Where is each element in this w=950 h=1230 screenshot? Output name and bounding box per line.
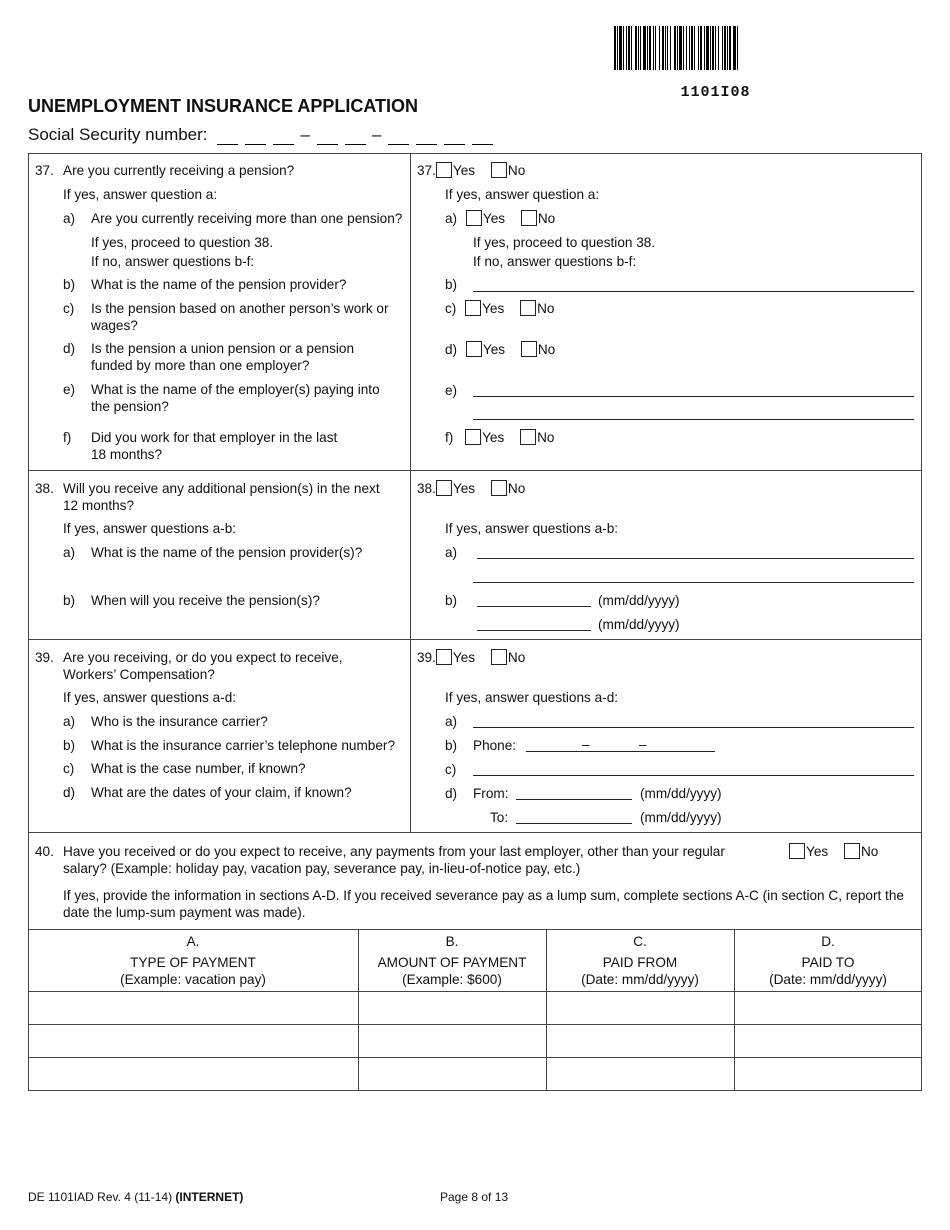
table-header-a: A. TYPE OF PAYMENT (Example: vacation pay) (120, 934, 266, 987)
q39d-to-label: To: (490, 810, 509, 825)
footer-page-number: Page 8 of 13 (440, 1190, 509, 1204)
q37a-answer: a) Yes No (445, 211, 556, 226)
table-cell-r2-d[interactable] (735, 1025, 921, 1057)
q37f-answer: f) Yes No (445, 430, 555, 445)
q38b-date-1-line[interactable] (477, 606, 591, 607)
barcode-image (614, 26, 817, 70)
q37b-letter: b) (63, 277, 76, 292)
q37f-yes-checkbox[interactable] (465, 429, 481, 445)
q39-if-yes: If yes, answer questions a-d: (63, 690, 237, 705)
ssn-digit-4[interactable] (317, 129, 338, 145)
q40-no-checkbox[interactable] (844, 843, 860, 859)
q38a-question: What is the name of the pension provider(s)? (91, 545, 363, 560)
q39-question: Are you receiving, or do you expect to receive, Workers’ Compensation? (63, 650, 343, 682)
q39a-answer-letter: a) (445, 714, 458, 729)
q38a-answer-letter: a) (445, 545, 458, 560)
q37-yes-checkbox[interactable] (436, 162, 452, 178)
q37-answer-if-yes: If yes, answer question a: (445, 187, 600, 202)
q38-if-yes: If yes, answer questions a-b: (63, 521, 237, 536)
q37-question: Are you currently receiving a pension? (63, 163, 295, 178)
ssn-digit-7[interactable] (416, 129, 437, 145)
q37-number: 37. (35, 163, 54, 178)
table-cell-r3-b[interactable] (359, 1058, 546, 1090)
q40-question: Have you received or do you expect to receive, any payments from your last employer, other than your regular salary? (Example: holiday pay, vacation pay, severance pay, in-lieu-of-notice pay, etc.) (63, 844, 725, 876)
q37-if-yes: If yes, answer question a: (63, 187, 218, 202)
q39b-phone-label: Phone: (473, 738, 517, 753)
table-cell-r1-b[interactable] (359, 992, 546, 1024)
q39a-letter: a) (63, 714, 76, 729)
q38b-date-1-format: (mm/dd/yyyy) (598, 593, 680, 608)
q37a-answer-note-no: If no, answer questions b-f: (473, 254, 637, 269)
table-header-b: B. AMOUNT OF PAYMENT (Example: $600) (377, 934, 527, 987)
q40-instruction: If yes, provide the information in sections A-D. If you received severance pay as a lump sum, complete sections A-C (in section C, report the date the lump-sum payment was made). (63, 888, 904, 920)
q39c-answer-line[interactable] (473, 775, 914, 776)
q37b-answer-line[interactable] (473, 291, 914, 292)
q37e-letter: e) (63, 382, 76, 397)
q39b-answer-letter: b) (445, 738, 458, 753)
table-cell-r1-a[interactable] (29, 992, 358, 1024)
q39-no-checkbox[interactable] (491, 649, 507, 665)
q38a-answer-line-2[interactable] (473, 582, 914, 583)
q39d-answer-letter: d) (445, 786, 458, 801)
q37d-letter: d) (63, 341, 76, 356)
q37e-answer-letter: e) (445, 383, 458, 398)
q40-yes-checkbox[interactable] (789, 843, 805, 859)
q37d-yes-checkbox[interactable] (466, 341, 482, 357)
table-header-c: C. PAID FROM (Date: mm/dd/yyyy) (581, 934, 699, 987)
barcode-number: 1101I08 (680, 84, 751, 101)
q39b-phone-line[interactable] (526, 751, 715, 752)
q39c-question: What is the case number, if known? (91, 761, 306, 776)
q37a-yes-checkbox[interactable] (466, 210, 482, 226)
table-cell-r2-a[interactable] (29, 1025, 358, 1057)
q39d-from-format: (mm/dd/yyyy) (640, 786, 722, 801)
q39d-to-line[interactable] (516, 823, 632, 824)
q37b-question: What is the name of the pension provider? (91, 277, 347, 292)
ssn-digit-9[interactable] (472, 129, 493, 145)
table-cell-r3-d[interactable] (735, 1058, 921, 1090)
q40-number: 40. (35, 844, 54, 859)
ssn-digit-8[interactable] (444, 129, 465, 145)
ssn-label: Social Security number: (28, 125, 208, 144)
q38-no-checkbox[interactable] (491, 480, 507, 496)
q37b-answer-letter: b) (445, 277, 458, 292)
ssn-digit-6[interactable] (388, 129, 409, 145)
page-title: UNEMPLOYMENT INSURANCE APPLICATION (28, 96, 419, 116)
q40-answer: Yes No (789, 843, 878, 860)
table-cell-r1-c[interactable] (547, 992, 734, 1024)
q39d-to-format: (mm/dd/yyyy) (640, 810, 722, 825)
q37d-answer: d) Yes No (445, 342, 556, 357)
q38b-question: When will you receive the pension(s)? (91, 593, 320, 608)
q38-number: 38. (35, 481, 54, 496)
q39-number: 39. (35, 650, 54, 665)
ssn-digit-1[interactable] (217, 129, 238, 145)
q37d-no-checkbox[interactable] (521, 341, 537, 357)
q39-yes-checkbox[interactable] (436, 649, 452, 665)
q37a-no-checkbox[interactable] (521, 210, 537, 226)
q37e-question: What is the name of the employer(s) paying into the pension? (91, 382, 380, 414)
q37f-letter: f) (63, 430, 72, 445)
ssn-digit-2[interactable] (245, 129, 266, 145)
ssn-row: Social Security number: – – (28, 125, 496, 145)
table-cell-r2-b[interactable] (359, 1025, 546, 1057)
q37a-note-yes: If yes, proceed to question 38. (91, 235, 274, 250)
q37c-no-checkbox[interactable] (520, 300, 536, 316)
q38-yes-checkbox[interactable] (436, 480, 452, 496)
q39a-question: Who is the insurance carrier? (91, 714, 268, 729)
ssn-digit-5[interactable] (345, 129, 366, 145)
q39d-from-label: From: (473, 786, 509, 801)
q39d-letter: d) (63, 785, 76, 800)
q39c-letter: c) (63, 761, 75, 776)
q38b-letter: b) (63, 593, 76, 608)
q37c-letter: c) (63, 301, 75, 316)
q39b-letter: b) (63, 738, 76, 753)
ssn-digit-3[interactable] (273, 129, 294, 145)
q37c-question: Is the pension based on another person’s work or wages? (91, 301, 389, 333)
footer-form-id: DE 1101IAD Rev. 4 (11-14) (INTERNET) (28, 1190, 244, 1204)
q38a-answer-line-1[interactable] (477, 558, 914, 559)
q38-answer-if-yes: If yes, answer questions a-b: (445, 521, 619, 536)
q38b-date-2-line[interactable] (477, 630, 591, 631)
q37c-yes-checkbox[interactable] (465, 300, 481, 316)
q37e-answer-line-1[interactable] (473, 396, 914, 397)
q38-answer: 38. Yes No (417, 481, 526, 496)
q38a-letter: a) (63, 545, 76, 560)
q37d-question: Is the pension a union pension or a pension funded by more than one employer? (91, 341, 355, 373)
table-cell-r3-c[interactable] (547, 1058, 734, 1090)
q37f-no-checkbox[interactable] (520, 429, 536, 445)
table-cell-r2-c[interactable] (547, 1025, 734, 1057)
q39-answer-if-yes: If yes, answer questions a-d: (445, 690, 619, 705)
q37c-answer: c) Yes No (445, 301, 555, 316)
table-cell-r1-d[interactable] (735, 992, 921, 1024)
q38b-date-2-format: (mm/dd/yyyy) (598, 617, 680, 632)
table-header-d: D. PAID TO (Date: mm/dd/yyyy) (769, 934, 887, 987)
q37a-note-no: If no, answer questions b-f: (91, 254, 255, 269)
q38b-answer-letter: b) (445, 593, 458, 608)
q39a-answer-line[interactable] (473, 727, 914, 728)
q39b-question: What is the insurance carrier’s telephone number? (91, 738, 396, 753)
q37-answer: 37. Yes No (417, 163, 526, 178)
q39d-question: What are the dates of your claim, if known? (91, 785, 352, 800)
q39d-from-line[interactable] (516, 799, 632, 800)
q37f-question: Did you work for that employer in the last 18 months? (91, 430, 338, 462)
q37a-letter: a) (63, 211, 76, 226)
table-cell-r3-a[interactable] (29, 1058, 358, 1090)
q37-no-checkbox[interactable] (491, 162, 507, 178)
q37a-answer-note-yes: If yes, proceed to question 38. (473, 235, 656, 250)
q37a-question: Are you currently receiving more than one pension? (91, 211, 403, 226)
q39c-answer-letter: c) (445, 762, 457, 777)
q38-question: Will you receive any additional pension(s) in the next 12 months? (63, 481, 380, 513)
q39-answer: 39. Yes No (417, 650, 526, 665)
q37e-answer-line-2[interactable] (473, 419, 914, 420)
